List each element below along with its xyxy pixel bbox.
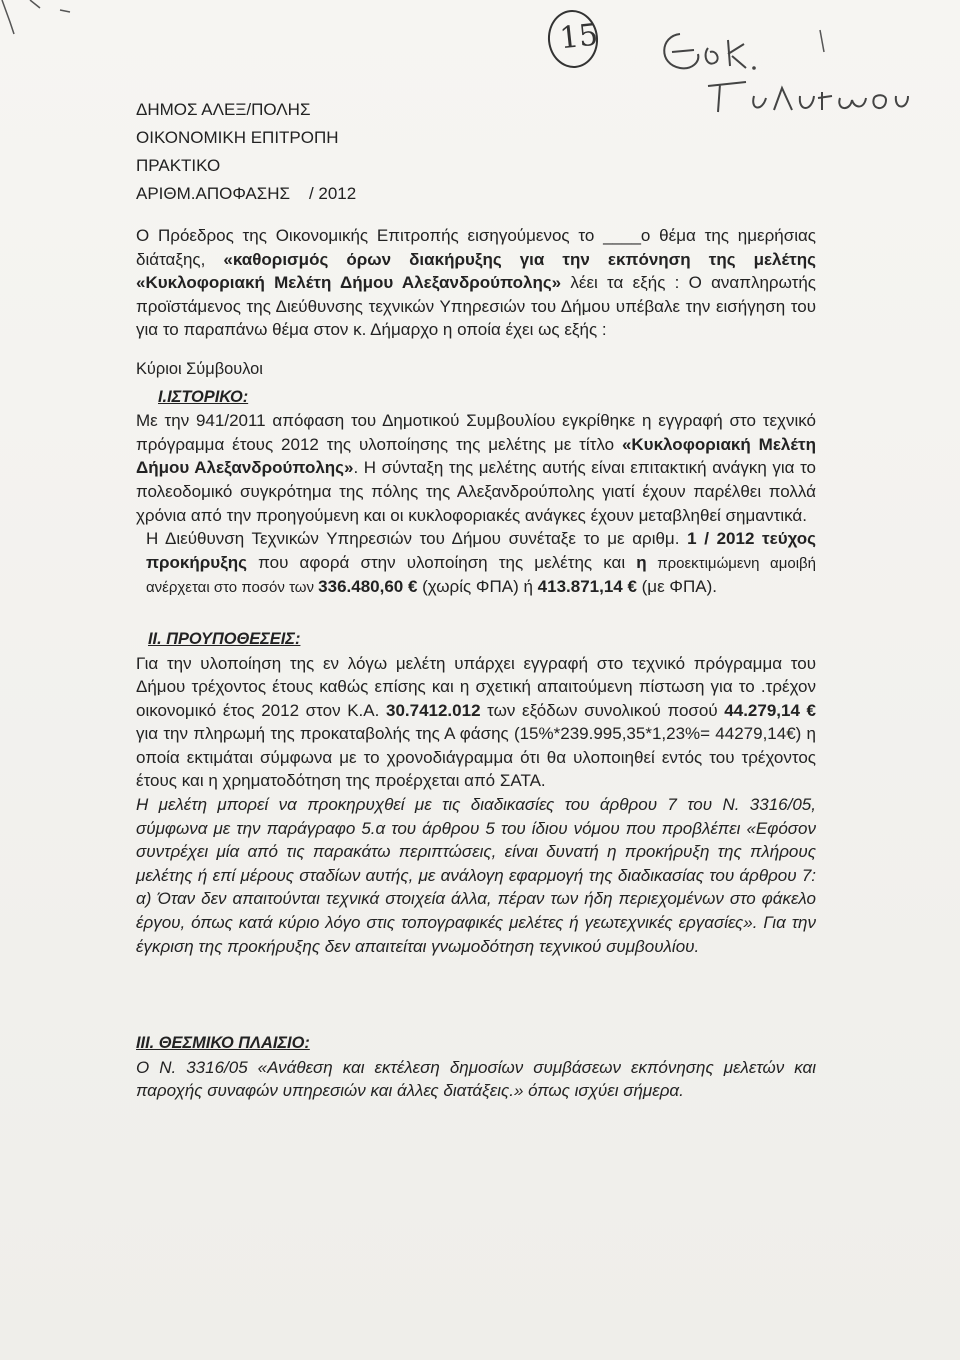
section-history-title: Ι.ΙΣΤΟΡΙΚΟ: [158,387,249,406]
intro-text-a: Ο Πρόεδρος της Οικονομικής Επιτροπής εισηγούμενος το [136,226,604,245]
header-minutes: ΠΡΑΚΤΙΚΟ [136,156,221,175]
history2-text-d: (χωρίς ΦΠΑ) ή [417,577,538,597]
section-framework-title: ΙΙΙ. ΘΕΣΜΙΚΟ ΠΛΑΙΣΙΟ: [136,1034,310,1053]
history2-text-b: που αφορά στην υλοποίηση της μελέτης και [247,552,637,572]
handwritten-page-number [545,8,601,71]
section-prerequisites-paragraph [136,652,816,794]
history2-amount-gross: 413.871,14 € [537,577,637,597]
prereq-amount: 44.279,14 € [724,700,817,720]
history2-text-a: Η Διεύθυνση Τεχνικών Υπηρεσιών του Δήμου συνέταξε το με αριθμ. [146,529,688,549]
section-history-paragraph [136,409,816,527]
header-decision-number: ΑΡΙΘΜ.ΑΠΟΦΑΣΗΣ / 2012 [136,184,357,203]
section-prerequisites-legal-note: Η μελέτη μπορεί να προκηρυχθεί με τις διαδικασίες του άρθρου 7 του Ν. 3316/05, σύμφωνα με την παράγραφο 5.α του άρθρου 5 του ίδιου νόμου που προβλέπει «Εφόσον συντρέχει μία από τις παρακάτω περιπτώσεις, είναι δυνατή η προκήρυξη της πλήρους μελέτης ή επί μέρους σταδίων αυτής, με ανάλογη εφαρμογή της διαδικασίας του άρθρου 7: α) Όταν δεν απαιτούνται τεχνικά στοιχεία άλλα, πέραν των ήδη περιεχομένων στο φάκελο έργου, όπως κατά κύριο λόγο στις τοπογραφικές μελέτες ή γεωτεχνικές εργασίες». Για την έγκριση της προκήρυξης δεν απαιτείται γνωμοδότηση τεχνικού συμβουλίου. [136,795,816,956]
prereq-budget-code: 30.7412.012 [385,700,481,720]
history2-text-c: προεκτιμώμενη αμοιβή ανέρχεται στο ποσόν των [146,554,816,597]
intro-blank: ____ [603,226,641,245]
header-committee: ΟΙΚΟΝΟΜΙΚΗ ΕΠΙΤΡΟΠΗ [136,128,339,147]
history-text-a: Με την 941/2011 απόφαση του Δημοτικού Συμβουλίου εγκρίθηκε η εγγραφή στο τεχνικό πρόγραμμα έτους 2012 της υλοποίησης της μελέτης με τίτλο [136,411,816,454]
intro-subject: «καθορισμός όρων διακήρυξης για την εκπόνηση της μελέτης «Κυκλοφοριακή Μελέτη Δήμου Αλεξανδρούπολης» [136,249,816,293]
section-prerequisites-title: ΙΙ. ΠΡΟΥΠΟΘΕΣΕΙΣ: [148,629,301,648]
prereq-text-c: για την πληρωμή της προκαταβολής της Α φάσης (15%*239.995,35*1,23%= 44279,14€) η οποία εκτιμάται σύμφωνα με το χρονοδιάγραμμα ότι θα υλοποιηθεί εντός του τρέχοντος έτους και η χρηματοδότηση της προέρχεται από ΣΑΤΑ. [136,724,816,791]
history2-notice: 1 / 2012 τεύχος προκήρυξης [146,529,816,572]
header-municipality: ΔΗΜΟΣ ΑΛΕΞ/ΠΟΛΗΣ [136,100,311,119]
section-history-paragraph-2 [136,527,816,600]
document-body [136,96,816,1103]
history2-amount-net: 336.480,60 € [318,577,418,597]
prereq-text-a: Για την υλοποίηση της εν λόγω μελέτη υπάρχει εγγραφή στο τεχνικό πρόγραμμα του Δήμου τρέχοντος έτους καθώς επίσης και η σχετική απαιτούμενη πίστωση για το .τρέχον οικονομικό έτος 2012 στον Κ.Α. [136,653,816,720]
history2-text-e: (με ΦΠΑ). [636,577,717,597]
page-number-text: 15 [558,17,600,57]
history-study-title: «Κυκλοφοριακή Μελέτη Δήμου Αλεξανδρούπολης» [136,434,817,478]
history-text-b: . Η σύνταξη της μελέτης αυτής είναι επιτακτική ανάγκη για το πολεοδομικό συγκρότημα της πόλης της Αλεξανδρούπολης γιατί έχουν παρέλθει πολλά χρόνια από την προηγούμενη και οι κυκλοφοριακές ανάγκες έχουν μεταβληθεί σημαντικά. [136,458,817,525]
salutation: Κύριοι Σύμβουλοι [136,359,263,378]
intro-text-c: λέει τα εξής : Ο αναπληρωτής προϊστάμενος της Διεύθυνσης τεχνικών Υπηρεσιών του Δήμου υπέβαλε την εισήγηση του για το παραπάνω θέμα στον κ. Δήμαρχο η οποία έχει ως εξής : [136,273,816,340]
corner-crease-mark [0,0,120,60]
intro-paragraph [136,224,816,342]
history2-eta: η [636,552,647,572]
section-framework-paragraph: Ο Ν. 3316/05 «Ανάθεση και εκτέλεση δημοσίων συμβάσεων εκπόνησης μελετών και παροχής συναφών υπηρεσιών και άλλες διατάξεις.» όπως ισχύει σήμερα. [136,1057,816,1101]
prereq-text-b: των εξόδων συνολικού ποσού [480,700,725,720]
intro-text-b: ο θέμα της ημερήσιας διάταξης, [136,226,816,269]
